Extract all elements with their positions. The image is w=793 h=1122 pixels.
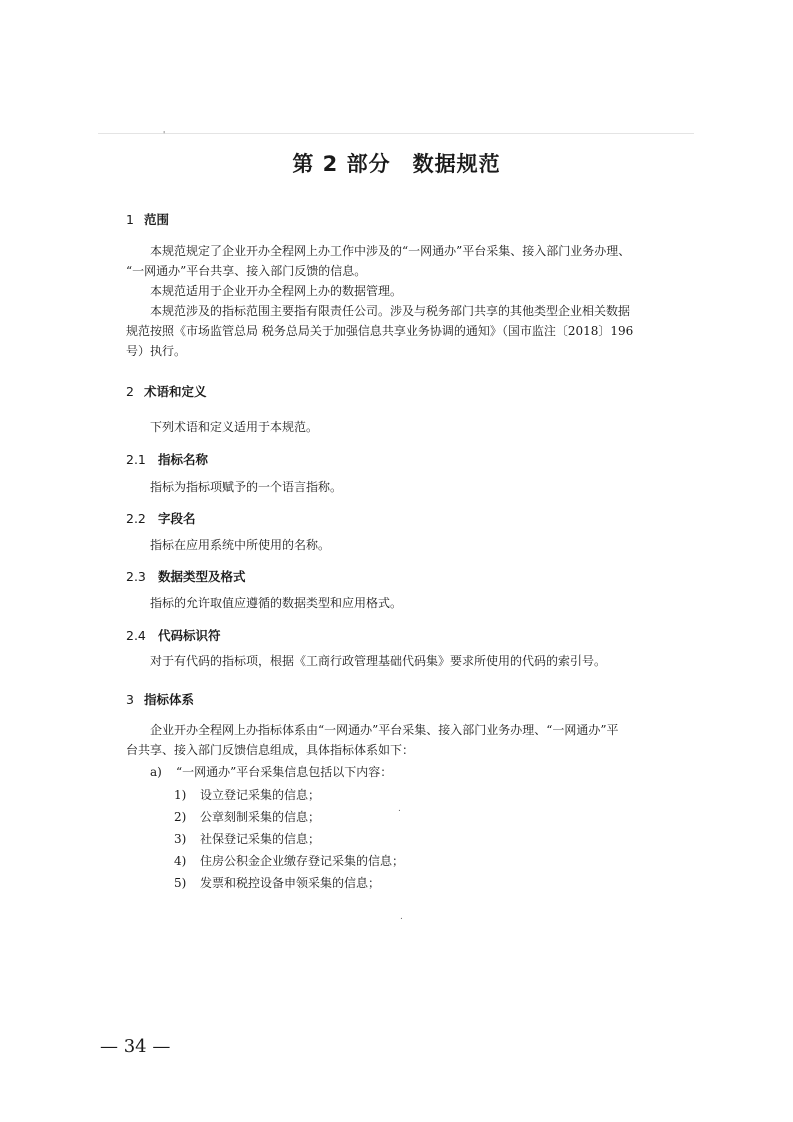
paragraph-2-4: 对于有代码的指标项，根据《工商行政管理基础代码集》要求所使用的代码的索引号。 — [150, 654, 607, 668]
list-item — [174, 830, 320, 847]
list-item — [174, 786, 320, 803]
section-1-heading — [126, 210, 169, 228]
subsection-2-4-heading — [126, 626, 221, 644]
list-text: 社保登记采集的信息； — [200, 832, 321, 846]
section-number: 1 — [126, 212, 134, 227]
list-marker: 2) — [174, 810, 187, 824]
subsection-title: 字段名 — [158, 511, 196, 526]
paragraph-scope-1b: “一网通办”平台共享、接入部门反馈的信息。 — [126, 264, 367, 278]
subsection-number: 2.1 — [126, 452, 146, 467]
section-3-heading — [126, 690, 194, 708]
scan-speck: . — [398, 804, 401, 814]
subsection-2-2-heading — [126, 509, 196, 527]
section-number: 2 — [126, 384, 134, 399]
header-tick-mark: ' — [163, 130, 166, 139]
list-item — [174, 852, 404, 869]
page-number: — 34 — — [100, 1036, 171, 1057]
header-rule — [98, 133, 694, 134]
list-marker: 3) — [174, 832, 187, 846]
subsection-title: 数据类型及格式 — [158, 569, 246, 584]
subsection-number: 2.3 — [126, 569, 146, 584]
list-marker: 5) — [174, 876, 187, 890]
subsection-title: 代码标识符 — [158, 628, 221, 643]
paragraph-scope-3b: 规范按照《市场监管总局 税务总局关于加强信息共享业务协调的通知》（国市监注〔2018〕196 — [126, 324, 634, 338]
paragraph-scope-3c: 号）执行。 — [126, 344, 187, 358]
section-number: 3 — [126, 692, 134, 707]
list-text: 设立登记采集的信息； — [200, 788, 321, 802]
section-title: 指标体系 — [144, 692, 195, 707]
paragraph-scope-3a: 本规范涉及的指标范围主要指有限责任公司。涉及与税务部门共享的其他类型企业相关数据 — [150, 304, 631, 318]
subsection-number: 2.4 — [126, 628, 146, 643]
scan-speck: . — [400, 912, 403, 922]
paragraph-scope-2: 本规范适用于企业开办全程网上办的数据管理。 — [150, 284, 403, 298]
paragraph-system-b: 台共享、接入部门反馈信息组成，具体指标体系如下： — [126, 743, 415, 757]
subsection-number: 2.2 — [126, 511, 146, 526]
paragraph-terms-intro: 下列术语和定义适用于本规范。 — [150, 420, 319, 434]
list-item-a — [150, 763, 392, 780]
list-item — [174, 808, 320, 825]
list-marker: 4) — [174, 854, 187, 868]
list-item — [174, 874, 380, 891]
section-title: 范围 — [144, 212, 170, 227]
page-title: 第 2 部分 数据规范 — [292, 152, 501, 176]
subsection-2-3-heading — [126, 567, 246, 585]
paragraph-2-2: 指标在应用系统中所使用的名称。 — [150, 538, 331, 552]
subsection-title: 指标名称 — [158, 452, 209, 467]
section-title: 术语和定义 — [144, 384, 207, 399]
list-text: 公章刻制采集的信息； — [200, 810, 321, 824]
list-marker: a) — [150, 765, 162, 779]
list-marker: 1) — [174, 788, 187, 802]
subsection-2-1-heading — [126, 450, 208, 468]
list-text: 发票和税控设备申领采集的信息； — [200, 876, 381, 890]
paragraph-system-a: 企业开办全程网上办指标体系由“一网通办”平台采集、接入部门业务办理、“一网通办”平 — [150, 723, 619, 737]
list-text: “一网通办”平台采集信息包括以下内容： — [176, 765, 393, 779]
paragraph-2-3: 指标的允许取值应遵循的数据类型和应用格式。 — [150, 596, 403, 610]
list-text: 住房公积金企业缴存登记采集的信息； — [200, 854, 405, 868]
section-2-heading — [126, 382, 207, 400]
paragraph-2-1: 指标为指标项赋予的一个语言指称。 — [150, 480, 343, 494]
paragraph-scope-1a: 本规范规定了企业开办全程网上办工作中涉及的“一网通办”平台采集、接入部门业务办理、 — [150, 244, 631, 258]
